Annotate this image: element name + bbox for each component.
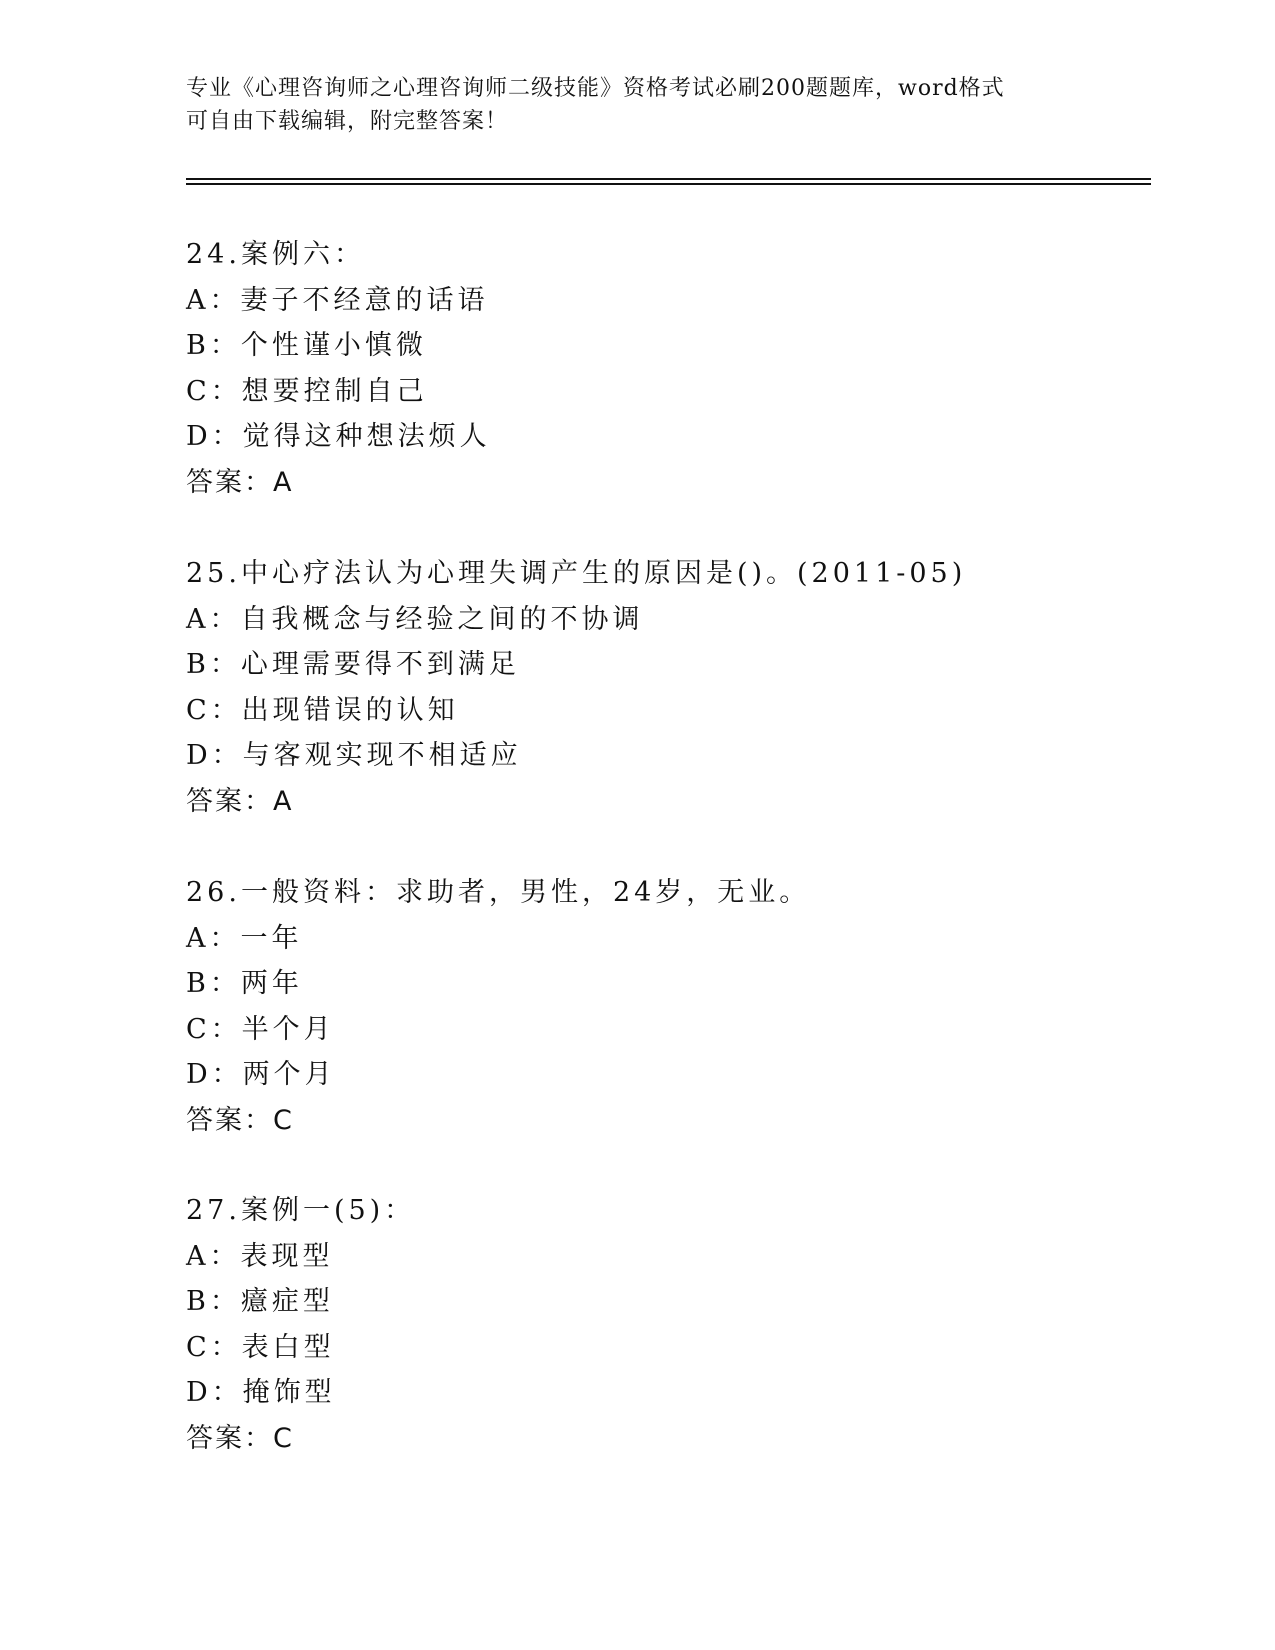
question-25 bbox=[186, 551, 1146, 824]
option-b: B：两年 bbox=[186, 968, 303, 999]
option-a: A：表现型 bbox=[186, 1240, 334, 1272]
document-header bbox=[186, 72, 1066, 138]
option-c: C：想要控制自己 bbox=[186, 375, 428, 407]
option-d: D：觉得这种想法烦人 bbox=[186, 421, 491, 452]
answer-line: 答案：A bbox=[186, 785, 294, 817]
question-stem: 27.案例一(5)： bbox=[186, 1195, 416, 1226]
header-divider-bottom bbox=[186, 183, 1151, 185]
option-c: C：表白型 bbox=[186, 1331, 335, 1363]
answer-line: 答案：C bbox=[186, 1422, 294, 1454]
option-a: A：一年 bbox=[186, 922, 303, 954]
question-stem: 25.中心疗法认为心理失调产生的原因是()。(2011-05) bbox=[186, 558, 967, 589]
option-d: D：掩饰型 bbox=[186, 1377, 336, 1408]
option-c: C：半个月 bbox=[186, 1013, 335, 1045]
option-a: A：妻子不经意的话语 bbox=[186, 284, 489, 316]
header-divider-top bbox=[186, 178, 1151, 180]
question-stem: 24.案例六： bbox=[186, 239, 365, 270]
answer-line: 答案：C bbox=[186, 1104, 294, 1136]
question-stem: 26.一般资料：求助者，男性，24岁，无业。 bbox=[186, 877, 811, 908]
option-c: C：出现错误的认知 bbox=[186, 694, 459, 726]
question-27 bbox=[186, 1188, 1146, 1461]
header-title-line-1: 专业《心理咨询师之心理咨询师二级技能》资格考试必刷200题题库，word格式 bbox=[186, 76, 1005, 101]
question-26 bbox=[186, 870, 1146, 1143]
option-b: B：癔症型 bbox=[186, 1286, 334, 1317]
answer-line: 答案：A bbox=[186, 466, 294, 498]
option-b: B：个性谨小慎微 bbox=[186, 330, 427, 361]
header-title-line-2: 可自由下载编辑，附完整答案！ bbox=[186, 109, 509, 134]
option-b: B：心理需要得不到满足 bbox=[186, 649, 520, 680]
question-24 bbox=[186, 232, 1146, 505]
option-a: A：自我概念与经验之间的不协调 bbox=[186, 603, 644, 635]
option-d: D：与客观实现不相适应 bbox=[186, 740, 522, 771]
option-d: D：两个月 bbox=[186, 1059, 336, 1090]
